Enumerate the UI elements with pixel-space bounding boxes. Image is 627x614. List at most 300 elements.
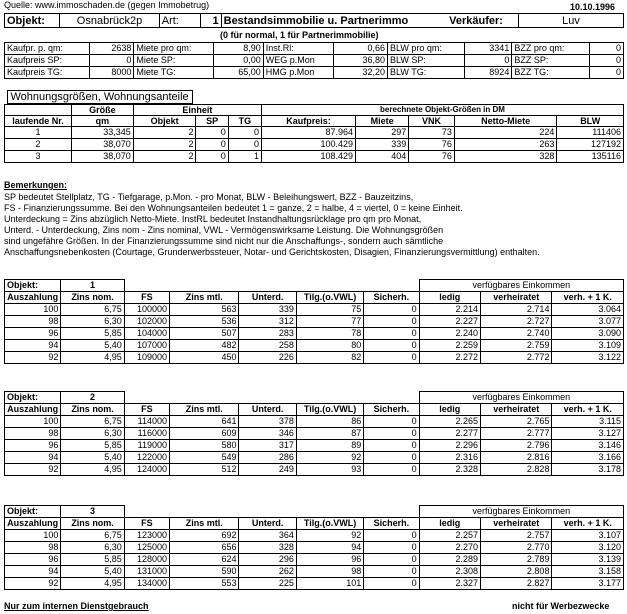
financing-cell: 2.765	[481, 416, 552, 428]
footer-right: nicht für Werbezwecke	[512, 601, 610, 611]
param-value: 0	[465, 55, 512, 67]
financing-cell: 6,30	[61, 316, 124, 328]
column-header: Zins nom.	[61, 518, 124, 530]
remark-line: FS - Finanzierungssumme. Bei den Wohnungsanteilen bedeutet 1 = ganze, 2 = halbe, 4 = viertel, 0 = keine Einheit.	[4, 203, 463, 213]
financing-cell: 2.727	[481, 316, 552, 328]
wohnung-cell: 38,070	[72, 139, 134, 151]
financing-cell: 5,40	[61, 340, 124, 352]
financing-cell: 3.109	[552, 340, 624, 352]
financing-cell: 0	[364, 464, 419, 476]
wohnung-cell: 38,070	[72, 151, 134, 163]
wohnung-row	[5, 127, 624, 139]
param-label: BLW pro qm:	[388, 43, 465, 55]
financing-cell: 0	[364, 452, 419, 464]
financing-cell: 3.090	[552, 328, 624, 340]
financing-row	[5, 452, 624, 464]
financing-cell: 2.828	[481, 464, 552, 476]
art-desc: Bestandsimmobilie u. Partnerimmo	[221, 14, 447, 28]
objekt-number: 3	[61, 506, 124, 518]
objekt-label: Objekt:	[5, 280, 61, 292]
financing-cell: 296	[239, 554, 296, 566]
financing-cell: 92	[296, 530, 363, 542]
financing-cell: 2.308	[419, 566, 480, 578]
financing-cell: 3.139	[552, 554, 624, 566]
wohnung-cell: 0	[196, 127, 228, 139]
financing-cell: 2.296	[419, 440, 480, 452]
param-value: 3341	[465, 43, 512, 55]
financing-cell: 3.120	[552, 542, 624, 554]
financing-cell: 87	[296, 428, 363, 440]
financing-cell: 507	[170, 328, 239, 340]
wohnung-cell: 111406	[557, 127, 624, 139]
column-header: Zins nom.	[61, 404, 124, 416]
financing-cell: 2.789	[481, 554, 552, 566]
financing-cell: 283	[239, 328, 296, 340]
wohnung-cell: 297	[356, 127, 409, 139]
wohnung-cell: 0	[228, 139, 261, 151]
financing-cell: 3.077	[552, 316, 624, 328]
column-header: Unterd.	[239, 518, 296, 530]
column-header: ledig	[419, 518, 480, 530]
financing-cell: 2.759	[481, 340, 552, 352]
financing-row	[5, 542, 624, 554]
financing-cell: 0	[364, 530, 419, 542]
financing-row	[5, 304, 624, 316]
financing-cell: 2.265	[419, 416, 480, 428]
remark-line: SP bedeutet Stellplatz, TG - Tiefgarage, p.Mon. - pro Monat, BLW - Beleihungswert, BZZ - Bauzeitzins,	[4, 192, 414, 202]
financing-cell: 0	[364, 304, 419, 316]
column-header: verh. + 1 K.	[552, 518, 624, 530]
financing-row	[5, 578, 624, 590]
financing-cell: 3.127	[552, 428, 624, 440]
financing-cell: 92	[5, 464, 61, 476]
financing-cell: 225	[239, 578, 296, 590]
wohnung-cell: 1	[5, 127, 72, 139]
financing-cell: 125000	[124, 542, 169, 554]
financing-cell: 131000	[124, 566, 169, 578]
financing-cell: 93	[296, 464, 363, 476]
financing-cell: 92	[5, 578, 61, 590]
h-groesse: Größe	[72, 105, 134, 116]
financing-row	[5, 554, 624, 566]
column-header: Zins mtl.	[170, 292, 239, 304]
financing-cell: 226	[239, 352, 296, 364]
wohnung-cell: 2	[5, 139, 72, 151]
column-header: Zins nom.	[61, 292, 124, 304]
wohnung-cell: 2	[133, 139, 196, 151]
financing-cell: 0	[364, 316, 419, 328]
wohnung-cell: 2	[133, 127, 196, 139]
column-header: Auszahlung	[5, 518, 61, 530]
wohnung-cell: 127192	[557, 139, 624, 151]
column-header: verheiratet	[481, 292, 552, 304]
financing-cell: 2.796	[481, 440, 552, 452]
financing-cell: 123000	[124, 530, 169, 542]
financing-cell: 80	[296, 340, 363, 352]
financing-cell: 119000	[124, 440, 169, 452]
financing-grid	[4, 391, 624, 476]
financing-cell: 536	[170, 316, 239, 328]
param-value: 8924	[465, 67, 512, 79]
financing-row	[5, 316, 624, 328]
financing-cell: 624	[170, 554, 239, 566]
objekt-value: Osnabrück2p	[60, 14, 159, 28]
param-label: Kaufpreis SP:	[5, 55, 90, 67]
column-header: ledig	[419, 292, 480, 304]
column-header: FS	[124, 292, 169, 304]
verfuegbares-einkommen-header: verfügbares Einkommen	[419, 506, 623, 518]
column-header: Miete	[356, 116, 409, 127]
financing-cell: 2.816	[481, 452, 552, 464]
financing-cell: 549	[170, 452, 239, 464]
financing-cell: 328	[239, 542, 296, 554]
financing-cell: 5,40	[61, 566, 124, 578]
financing-cell: 96	[296, 554, 363, 566]
column-header: Zins mtl.	[170, 404, 239, 416]
art-value: 1	[200, 14, 221, 28]
param-label: BZZ SP:	[512, 55, 589, 67]
verkaeufer-value: Luv	[518, 14, 623, 28]
financing-cell: 77	[296, 316, 363, 328]
verkaeufer-label: Verkäufer:	[447, 14, 518, 28]
financing-cell: 78	[296, 328, 363, 340]
financing-cell: 3.115	[552, 416, 624, 428]
financing-cell: 6,75	[61, 530, 124, 542]
art-label: Art:	[159, 14, 200, 28]
financing-cell: 2.240	[419, 328, 480, 340]
financing-cell: 4,95	[61, 578, 124, 590]
financing-cell: 0	[364, 416, 419, 428]
objekt-header-table	[4, 13, 624, 28]
params-row	[5, 55, 624, 67]
wohnung-cell: 87.964	[262, 127, 356, 139]
financing-cell: 86	[296, 416, 363, 428]
financing-cell: 5,85	[61, 554, 124, 566]
verfuegbares-einkommen-header: verfügbares Einkommen	[419, 392, 623, 404]
financing-cell: 92	[5, 352, 61, 364]
financing-cell: 563	[170, 304, 239, 316]
financing-cell: 482	[170, 340, 239, 352]
financing-cell: 75	[296, 304, 363, 316]
footer-left: Nur zum internen Dienstgebrauch	[4, 601, 149, 611]
financing-cell: 122000	[124, 452, 169, 464]
column-header: Netto-Miete	[454, 116, 557, 127]
wohnung-cell: 328	[454, 151, 557, 163]
spacer	[124, 506, 419, 518]
wohnung-cell: 2	[133, 151, 196, 163]
financing-cell: 6,75	[61, 304, 124, 316]
param-value: 65,00	[214, 67, 263, 79]
financing-cell: 3.107	[552, 530, 624, 542]
financing-cell: 6,75	[61, 416, 124, 428]
financing-cell: 2.808	[481, 566, 552, 578]
wohnung-cell: 224	[454, 127, 557, 139]
financing-cell: 94	[5, 340, 61, 352]
financing-cell: 450	[170, 352, 239, 364]
financing-cell: 3.158	[552, 566, 624, 578]
param-value: 0,00	[214, 55, 263, 67]
financing-cell: 317	[239, 440, 296, 452]
financing-cell: 512	[170, 464, 239, 476]
wohnung-cell: 76	[409, 151, 455, 163]
financing-cell: 5,85	[61, 440, 124, 452]
param-value: 0,66	[333, 43, 388, 55]
financing-cell: 2.740	[481, 328, 552, 340]
financing-cell: 3.178	[552, 464, 624, 476]
financing-cell: 134000	[124, 578, 169, 590]
financing-cell: 3.166	[552, 452, 624, 464]
param-label: BLW SP:	[388, 55, 465, 67]
column-header: TG	[228, 116, 261, 127]
financing-cell: 96	[5, 440, 61, 452]
financing-cell: 580	[170, 440, 239, 452]
art-hint: (0 für normal, 1 für Partnerimmobilie)	[220, 30, 379, 40]
objekt-number: 1	[61, 280, 124, 292]
params-table	[4, 42, 624, 79]
financing-cell: 89	[296, 440, 363, 452]
financing-cell: 4,95	[61, 464, 124, 476]
param-label: Kaufpr. p. qm:	[5, 43, 90, 55]
financing-cell: 101	[296, 578, 363, 590]
financing-row	[5, 440, 624, 452]
column-header: verh. + 1 K.	[552, 404, 624, 416]
column-header: verheiratet	[481, 404, 552, 416]
financing-cell: 94	[5, 566, 61, 578]
financing-cell: 0	[364, 554, 419, 566]
financing-cell: 609	[170, 428, 239, 440]
financing-cell: 0	[364, 340, 419, 352]
financing-cell: 3.177	[552, 578, 624, 590]
financing-cell: 98	[5, 542, 61, 554]
remark-line: Unterdeckung = Zins abzüglich Netto-Miete. InstRL bedeutet Instandhaltungsrücklage pro qm pro Monat,	[4, 214, 422, 224]
financing-cell: 378	[239, 416, 296, 428]
wohnung-cell: 3	[5, 151, 72, 163]
column-header: FS	[124, 404, 169, 416]
financing-cell: 2.328	[419, 464, 480, 476]
financing-cell: 590	[170, 566, 239, 578]
column-header: Auszahlung	[5, 292, 61, 304]
column-header: Tilg.(o.VWL)	[296, 404, 363, 416]
param-value: 2638	[89, 43, 133, 55]
financing-cell: 98	[296, 566, 363, 578]
financing-cell: 2.777	[481, 428, 552, 440]
objekt-label: Objekt:	[5, 392, 61, 404]
column-header: Sicherh.	[364, 518, 419, 530]
financing-cell: 4,95	[61, 352, 124, 364]
financing-cell: 124000	[124, 464, 169, 476]
financing-cell: 5,40	[61, 452, 124, 464]
wohnung-cell: 0	[196, 139, 228, 151]
financing-cell: 6,30	[61, 542, 124, 554]
wohnung-cell: 0	[196, 151, 228, 163]
financing-cell: 94	[296, 542, 363, 554]
financing-row	[5, 464, 624, 476]
column-header: Objekt	[133, 116, 196, 127]
column-header: Tilg.(o.VWL)	[296, 292, 363, 304]
financing-cell: 114000	[124, 416, 169, 428]
wohnung-cell: 108.429	[262, 151, 356, 163]
param-value: 0	[589, 55, 623, 67]
param-value: 8,90	[214, 43, 263, 55]
financing-cell: 94	[5, 452, 61, 464]
objekt-label: Objekt:	[5, 506, 61, 518]
param-label: BZZ pro qm:	[512, 43, 589, 55]
financing-cell: 96	[5, 328, 61, 340]
column-header: Tilg.(o.VWL)	[296, 518, 363, 530]
column-header: Sicherh.	[364, 404, 419, 416]
wohnung-cell: 76	[409, 139, 455, 151]
financing-cell: 2.277	[419, 428, 480, 440]
source-line: Quelle: www.immoschaden.de (gegen Immobetrug)	[4, 0, 210, 10]
financing-cell: 96	[5, 554, 61, 566]
financing-cell: 2.272	[419, 352, 480, 364]
params-row	[5, 43, 624, 55]
financing-row	[5, 566, 624, 578]
param-label: Inst.Rl:	[263, 43, 333, 55]
wohnung-cell: 263	[454, 139, 557, 151]
financing-cell: 3.122	[552, 352, 624, 364]
param-label: BZZ TG:	[512, 67, 589, 79]
financing-cell: 2.227	[419, 316, 480, 328]
financing-row	[5, 340, 624, 352]
column-header: Unterd.	[239, 404, 296, 416]
column-header: Auszahlung	[5, 404, 61, 416]
financing-cell: 0	[364, 566, 419, 578]
financing-cell: 2.772	[481, 352, 552, 364]
financing-row	[5, 416, 624, 428]
params-row	[5, 67, 624, 79]
financing-cell: 0	[364, 578, 419, 590]
financing-cell: 100	[5, 304, 61, 316]
param-value: 8000	[89, 67, 133, 79]
wohnung-cell: 100.429	[262, 139, 356, 151]
wohnung-cell: 33,345	[72, 127, 134, 139]
column-header: VNK	[409, 116, 455, 127]
financing-cell: 2.327	[419, 578, 480, 590]
financing-cell: 116000	[124, 428, 169, 440]
param-value: 0	[589, 43, 623, 55]
h-einheit: Einheit	[133, 105, 261, 116]
param-value: 32,20	[333, 67, 388, 79]
column-header: verheiratet	[481, 518, 552, 530]
financing-cell: 100	[5, 416, 61, 428]
param-label: Miete pro qm:	[134, 43, 214, 55]
param-value: 36,80	[333, 55, 388, 67]
param-label: HMG p.Mon	[263, 67, 333, 79]
financing-cell: 98	[5, 428, 61, 440]
remark-line: Unterd. - Unterdeckung, Zins nom - Zins nominal, VWL - Vermögenswirksame Leistung. Die Wohnungsgrößen	[4, 225, 444, 235]
financing-row	[5, 428, 624, 440]
param-label: BLW TG:	[388, 67, 465, 79]
financing-cell: 262	[239, 566, 296, 578]
param-label: WEG p.Mon	[263, 55, 333, 67]
financing-cell: 107000	[124, 340, 169, 352]
column-header: Zins mtl.	[170, 518, 239, 530]
financing-cell: 2.214	[419, 304, 480, 316]
wohnung-row	[5, 151, 624, 163]
financing-cell: 0	[364, 428, 419, 440]
column-header: FS	[124, 518, 169, 530]
wohnungen-table	[4, 90, 624, 163]
financing-cell: 553	[170, 578, 239, 590]
param-value: 0	[89, 55, 133, 67]
objekt-label: Objekt:	[5, 14, 60, 28]
wohnung-cell: 73	[409, 127, 455, 139]
column-header: BLW	[557, 116, 624, 127]
financing-cell: 100	[5, 530, 61, 542]
param-label: Kaufpreis TG:	[5, 67, 90, 79]
financing-grid	[4, 279, 624, 364]
financing-cell: 2.257	[419, 530, 480, 542]
financing-cell: 2.770	[481, 542, 552, 554]
financing-cell: 2.827	[481, 578, 552, 590]
financing-cell: 2.714	[481, 304, 552, 316]
financing-cell: 339	[239, 304, 296, 316]
financing-row	[5, 530, 624, 542]
wohnung-cell: 404	[356, 151, 409, 163]
verfuegbares-einkommen-header: verfügbares Einkommen	[419, 280, 623, 292]
financing-cell: 312	[239, 316, 296, 328]
financing-cell: 0	[364, 440, 419, 452]
financing-cell: 6,30	[61, 428, 124, 440]
wohnung-cell: 0	[228, 127, 261, 139]
param-label: Miete SP:	[134, 55, 214, 67]
financing-row	[5, 328, 624, 340]
financing-cell: 2.259	[419, 340, 480, 352]
financing-cell: 128000	[124, 554, 169, 566]
wohnungen-title: Wohnungsgrößen, Wohnungsanteile	[5, 90, 624, 105]
financing-cell: 656	[170, 542, 239, 554]
financing-cell: 692	[170, 530, 239, 542]
date: 10.10.1996	[570, 2, 616, 12]
param-label: Miete TG:	[134, 67, 214, 79]
column-header: ledig	[419, 404, 480, 416]
column-header: Sicherh.	[364, 292, 419, 304]
spacer	[124, 392, 419, 404]
column-header: SP	[196, 116, 228, 127]
financing-cell: 2.316	[419, 452, 480, 464]
wohnung-cell: 135116	[557, 151, 624, 163]
wohnung-cell: 339	[356, 139, 409, 151]
financing-cell: 3.146	[552, 440, 624, 452]
financing-cell: 92	[296, 452, 363, 464]
column-header: qm	[72, 116, 134, 127]
financing-cell: 3.064	[552, 304, 624, 316]
remark-line: sind ungefähre Größen. In der Finanzierungssumme sind nicht nur die Anschaffungs-, sondern auch sämtliche	[4, 236, 444, 246]
financing-cell: 0	[364, 352, 419, 364]
financing-cell: 286	[239, 452, 296, 464]
param-value: 0	[589, 67, 623, 79]
financing-cell: 2.270	[419, 542, 480, 554]
objekt-number: 2	[61, 392, 124, 404]
remark-line: Anschaffungsnebenkosten (Courtage, Grunderwerbssteuer, Notar- und Gerichtskosten, Disagien, Finanzierungsvermittlung) enthalten.	[4, 247, 540, 257]
remarks-title: Bemerkungen:	[4, 180, 68, 190]
financing-cell: 102000	[124, 316, 169, 328]
financing-cell: 346	[239, 428, 296, 440]
h-berechnet: berechnete Objekt-Größen in DM	[262, 105, 624, 116]
financing-cell: 5,85	[61, 328, 124, 340]
financing-grid	[4, 505, 624, 590]
financing-cell: 2.757	[481, 530, 552, 542]
financing-cell: 82	[296, 352, 363, 364]
financing-cell: 98	[5, 316, 61, 328]
financing-cell: 0	[364, 328, 419, 340]
financing-cell: 258	[239, 340, 296, 352]
wohnung-cell: 1	[228, 151, 261, 163]
financing-cell: 2.289	[419, 554, 480, 566]
financing-cell: 641	[170, 416, 239, 428]
financing-cell: 104000	[124, 328, 169, 340]
